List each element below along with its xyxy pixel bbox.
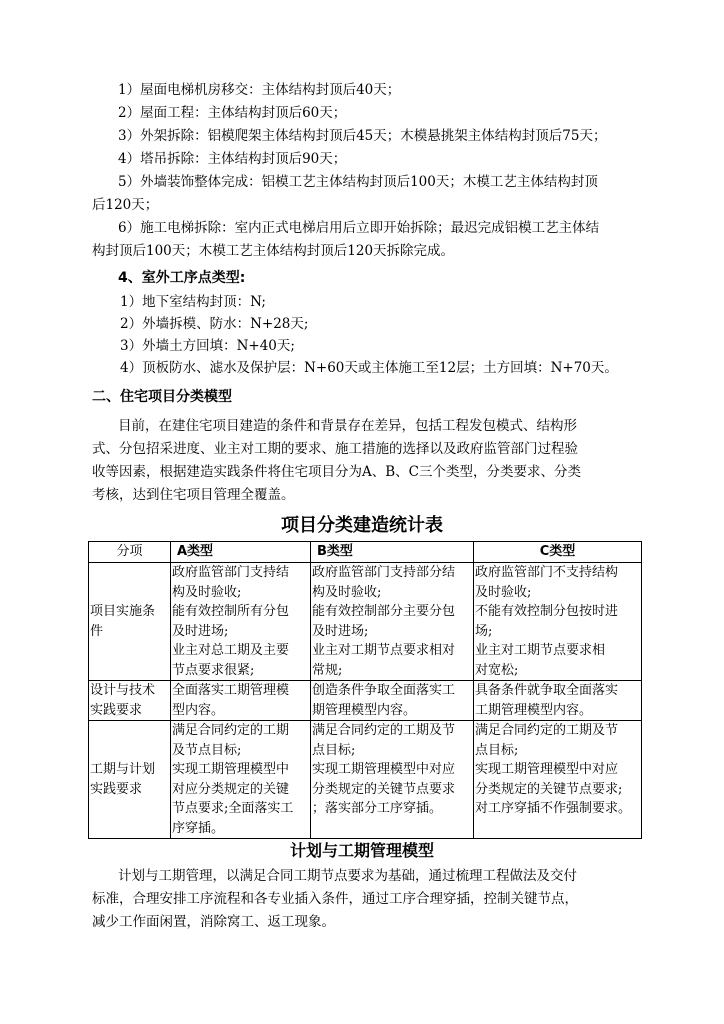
intro-paragraph-line: 考核，达到住宅项目管理全覆盖。 xyxy=(92,487,295,503)
cell-line: 常规; xyxy=(312,662,343,678)
cell-line: 及时验收; xyxy=(475,584,532,600)
list-item-scaffold-removal: 3）外架拆除：铝模爬架主体结构封顶后45天；木模悬挑架主体结构封顶后75天； xyxy=(118,128,607,144)
model-paragraph-line: 标准，合理安排工序流程和各专业插入条件，通过工序合理穿插，控制关键节点， xyxy=(92,891,578,907)
list-item-tower-crane: 4）塔吊拆除：主体结构封顶后90天； xyxy=(118,151,347,167)
cell-c-schedule xyxy=(474,721,642,839)
header-type-a: A类型 xyxy=(171,542,311,563)
cell-line: 实践要求 xyxy=(90,702,143,718)
cell-line: 节点要求很紧; xyxy=(172,662,255,678)
cell-line: 实现工期管理模型中对应 xyxy=(475,762,619,777)
cell-line: 满足合同约定的工期 xyxy=(172,723,290,738)
header-type-b: B类型 xyxy=(311,542,474,563)
cell-line: 能有效控制部分主要分包 xyxy=(312,604,456,619)
row-label-conditions xyxy=(89,563,171,681)
cell-line: 业主对总工期及主要 xyxy=(172,643,290,658)
cell-line: 实践要求 xyxy=(90,781,143,797)
intro-paragraph-line: 式、分包招采进度、业主对工期的要求、施工措施的选择以及政府监管部门过程验 xyxy=(92,441,578,457)
table-header-row xyxy=(89,542,642,563)
cell-line: 工期与计划 xyxy=(90,762,156,777)
cell-line: 及时进场; xyxy=(172,623,229,639)
cell-line: 实现工期管理模型中 xyxy=(172,762,290,777)
row-label-design xyxy=(89,681,171,721)
cell-line: 分类规定的关键节点要求; xyxy=(475,781,623,797)
cell-line: 业主对工期节点要求相对 xyxy=(312,643,456,658)
cell-c-design xyxy=(474,681,642,721)
header-item: 分项 xyxy=(89,542,171,563)
cell-b-design xyxy=(311,681,474,721)
row-label-schedule xyxy=(89,721,171,839)
table-title: 项目分类建造统计表 xyxy=(281,515,443,536)
cell-line: 对宽松; xyxy=(475,662,519,678)
cell-b-conditions xyxy=(311,563,474,681)
cell-line: 点目标; xyxy=(312,742,356,758)
table-row xyxy=(89,681,642,721)
outdoor-item: 1）地下室结构封顶：N; xyxy=(120,294,266,310)
list-item-facade-finish: 5）外墙装饰整体完成：铝模工艺主体结构封顶后100天；木模工艺主体结构封顶 xyxy=(118,174,598,190)
cell-line: 能有效控制所有分包 xyxy=(172,604,290,619)
cell-line: 创造条件争取全面落实工 xyxy=(312,683,456,698)
table-row xyxy=(89,563,642,681)
cell-line: 设计与技术 xyxy=(90,683,156,698)
model-paragraph-line: 减少工作面闲置，消除窝工、返工现象。 xyxy=(92,914,335,930)
model-paragraph-line: 计划与工期管理，以满足合同工期节点要求为基础，通过梳理工程做法及交付 xyxy=(118,868,577,884)
cell-line: 政府监管部门支持结 xyxy=(172,565,290,580)
cell-a-schedule xyxy=(171,721,311,839)
outdoor-heading: 4、室外工序点类型: xyxy=(118,270,246,286)
cell-line: 场; xyxy=(475,623,493,639)
list-item-roof-work: 2）屋面工程：主体结构封顶后60天； xyxy=(118,105,347,121)
cell-line: ；落实部分工序穿插。 xyxy=(312,801,443,816)
model-title: 计划与工期管理模型 xyxy=(289,841,434,860)
cell-line: 分类规定的关键节点要求 xyxy=(312,781,456,797)
list-item-facade-finish-cont: 后120天； xyxy=(92,197,159,213)
cell-line: 及节点目标; xyxy=(172,742,242,758)
cell-line: 及时进场; xyxy=(312,623,369,639)
list-item-hoist-removal-cont: 构封顶后100天；木模工艺主体结构封顶后120天拆除完成。 xyxy=(92,243,455,259)
outdoor-item: 3）外墙土方回填：N+40天; xyxy=(120,338,295,354)
cell-line: 政府监管部门支持部分结 xyxy=(312,565,456,580)
cell-line: 对应分类规定的关键 xyxy=(172,781,290,797)
cell-a-conditions xyxy=(171,563,311,681)
cell-line: 型内容。 xyxy=(172,702,225,718)
outdoor-item: 2）外墙拆模、防水：N+28天; xyxy=(120,316,309,332)
table-row xyxy=(89,721,642,839)
list-item-hoist-removal: 6）施工电梯拆除：室内正式电梯启用后立即开始拆除；最迟完成铝模工艺主体结 xyxy=(118,220,600,236)
cell-line: 构及时验收; xyxy=(312,584,382,600)
cell-line: 实现工期管理模型中对应 xyxy=(312,762,456,777)
header-type-c: C类型 xyxy=(474,542,642,563)
cell-line: 件 xyxy=(90,623,104,639)
cell-line: 项目实施条 xyxy=(90,604,156,619)
cell-line: 期管理模型内容。 xyxy=(312,702,417,718)
classification-table xyxy=(88,541,642,839)
list-item-elevator-room: 1）屋面电梯机房移交：主体结构封顶后40天； xyxy=(118,82,401,98)
cell-c-conditions xyxy=(474,563,642,681)
cell-line: 业主对工期节点要求相 xyxy=(475,643,606,658)
cell-line: 全面落实工期管理模 xyxy=(172,683,290,698)
cell-line: 节点要求;全面落实工 xyxy=(172,801,294,816)
cell-line: 对工序穿插不作强制要求。 xyxy=(475,801,632,816)
cell-a-design xyxy=(171,681,311,721)
cell-line: 序穿插。 xyxy=(172,820,225,836)
cell-b-schedule xyxy=(311,721,474,839)
intro-paragraph-line: 收等因素，根据建造实践条件将住宅项目分为A、B、C三个类型，分类要求、分类 xyxy=(92,464,581,480)
intro-paragraph-line: 目前，在建住宅项目建造的条件和背景存在差异，包括工程发包模式、结构形 xyxy=(118,418,577,434)
cell-line: 构及时验收; xyxy=(172,584,242,600)
cell-line: 点目标; xyxy=(475,742,519,758)
outdoor-item: 4）顶板防水、滤水及保护层：N+60天或主体施工至12层；土方回填：N+70天。 xyxy=(120,360,618,376)
cell-line: 满足合同约定的工期及节 xyxy=(475,723,619,738)
section-heading: 二、住宅项目分类模型 xyxy=(92,389,232,405)
cell-line: 政府监管部门不支持结构 xyxy=(475,565,619,580)
cell-line: 不能有效控制分包按时进 xyxy=(475,604,619,619)
cell-line: 具备条件就争取全面落实 xyxy=(475,683,619,698)
cell-line: 满足合同约定的工期及节 xyxy=(312,723,456,738)
cell-line: 工期管理模型内容。 xyxy=(475,702,593,718)
